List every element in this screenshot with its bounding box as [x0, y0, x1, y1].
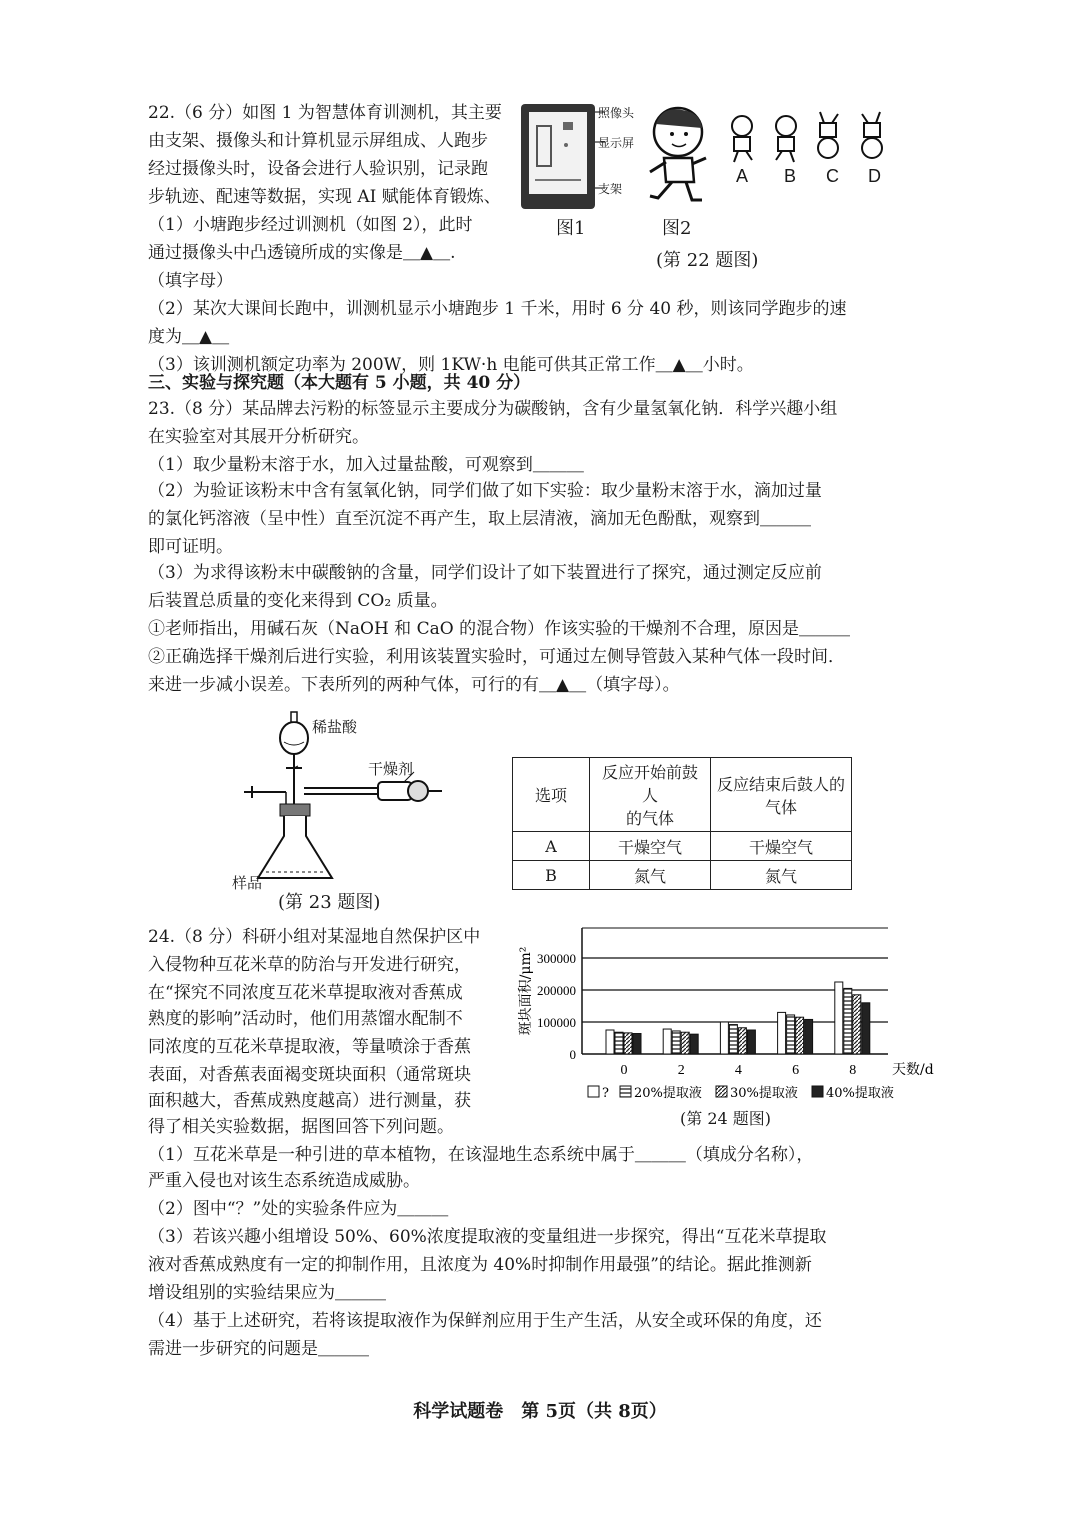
bar [738, 1028, 746, 1054]
q24-line-9: （1）互花米草是一种引进的草本植物，在该湿地生态系统中属于＿＿＿（填成分名称）， [148, 1145, 814, 1165]
header-before-line2: 的气体 [625, 809, 674, 828]
q22-line-6: 通过摄像头中凸透镜所成的实像是＿▲＿. [148, 243, 456, 263]
section3-heading: 三、实验与探究题（本大题有 5 小题，共 40 分） [148, 373, 531, 393]
legend-label: 40%提取液 [826, 1086, 894, 1101]
label-screen: 显示屏 [598, 136, 635, 150]
label-desiccant: 干燥剂 [368, 760, 414, 778]
cell: 干燥空气 [590, 832, 711, 861]
bar [663, 1029, 671, 1054]
q24-line-7: 面积越大，香蕉成熟度越高）进行测量，获 [148, 1091, 471, 1111]
bar [853, 995, 861, 1054]
bar [606, 1030, 614, 1054]
cell: 氮气 [590, 861, 711, 890]
cell: 氮气 [711, 861, 852, 890]
table-row [513, 832, 852, 861]
q22-line-5: （1）小塘跑步经过训测机（如图 2），此时 [148, 215, 473, 235]
fig22-caption: (第 22 题图) [656, 250, 759, 271]
label-camera: 照像头 [598, 106, 635, 120]
bar [690, 1034, 698, 1054]
bar [624, 1033, 632, 1054]
q24-line-3: 在“探究不同浓度互花米草提取液对香蕉成 [148, 983, 463, 1003]
image-a [732, 116, 752, 162]
y-axis-label: 斑块面积/μm² [518, 946, 534, 1036]
bar [796, 1017, 804, 1054]
x-tick-label: 2 [677, 1063, 685, 1078]
x-tick-label: 0 [620, 1063, 628, 1078]
bar [729, 1025, 737, 1054]
y-tick-label: 200000 [537, 983, 576, 998]
bar [844, 988, 852, 1054]
q23-line-6: 即可证明。 [148, 537, 233, 557]
bar [633, 1034, 641, 1054]
y-tick-label: 100000 [537, 1015, 576, 1030]
page-footer: 科学试题卷 第 5页（共 8页） [413, 1401, 667, 1422]
q22-sub2-line-2: 度为＿▲＿ [148, 327, 230, 347]
label-acid: 稀盐酸 [312, 718, 358, 736]
q23-line-8: 后装置总质量的变化来得到 CO₂ 质量。 [148, 591, 448, 611]
q24-line-16: 需进一步研究的问题是＿＿＿ [148, 1339, 369, 1359]
bar-chart [510, 920, 940, 1130]
cell: A [513, 832, 590, 861]
q24-line-12: （3）若该兴趣小组增设 50%、60%浓度提取液的变量组进一步探究，得出“互花米草提取 [148, 1227, 827, 1247]
fig2-label: 图2 [662, 218, 692, 239]
option-images [722, 108, 902, 168]
y-tick-label: 300000 [537, 951, 576, 966]
bar [681, 1032, 689, 1054]
q24-line-11: （2）图中“？”处的实验条件应为＿＿＿ [148, 1199, 449, 1219]
label-sample: 样品 [232, 874, 263, 892]
q22-line-7: （填字母） [148, 271, 233, 291]
image-d [862, 112, 882, 158]
q24-line-13: 液对香蕉成熟度有一定的抑制作用，且浓度为 40%时抑制作用最强”的结论。据此推测新 [148, 1255, 812, 1275]
bar [747, 1030, 755, 1054]
header-option: 选项 [513, 758, 590, 832]
header-after-line1: 反应结束后鼓人的 [717, 774, 846, 794]
header-after-line2: 气体 [764, 797, 797, 817]
q24-line-1: 24.（8 分）科研小组对某湿地自然保护区中 [148, 927, 481, 947]
cell: 干燥空气 [711, 832, 852, 861]
x-tick-label: 6 [792, 1063, 800, 1078]
q23-line-7: （3）为求得该粉末中碳酸钠的含量，同学们设计了如下装置进行了探究，通过测定反应前 [148, 563, 822, 583]
option-b: B [784, 166, 797, 186]
label-stand: 支架 [598, 182, 623, 196]
bar [862, 1003, 870, 1054]
bar [787, 1015, 795, 1054]
q23-line-9: ①老师指出，用碱石灰（NaOH 和 CaO 的混合物）作该实验的干燥剂不合理，原因是＿＿＿ [148, 619, 851, 639]
image-c [818, 112, 838, 158]
q23-line-5: 的氯化钙溶液（呈中性）直至沉淀不再产生，取上层清液，滴加无色酚酞，观察到＿＿＿ [148, 509, 811, 529]
gas-options-table [512, 757, 852, 890]
header-before-line1: 反应开始前鼓人 [601, 763, 698, 805]
fig1-label: 图1 [556, 218, 586, 239]
q24-line-10: 严重入侵也对该生态系统造成威胁。 [148, 1171, 420, 1191]
q22-sub2-line-1: （2）某次大课间长跑中，训测机显示小塘跑步 1 千米，用时 6 分 40 秒，则该同学跑步的速 [148, 299, 847, 319]
legend-swatch [588, 1086, 599, 1097]
q23-line-4: （2）为验证该粉末中含有氢氧化钠，同学们做了如下实验：取少量粉末溶于水，滴加过量 [148, 481, 822, 501]
legend-label: 30%提取液 [730, 1086, 798, 1101]
option-d: D [868, 166, 881, 186]
legend-label: ? [602, 1086, 609, 1101]
option-a: A [736, 166, 749, 186]
q23-line-11: 来进一步减小误差。下表所列的两种气体，可行的有＿▲＿（填字母）。 [148, 675, 680, 695]
q24-line-15: （4）基于上述研究，若将该提取液作为保鲜剂应用于生产生活，从安全或环保的角度，还 [148, 1311, 822, 1331]
legend-swatch [812, 1086, 823, 1097]
fig24-caption: (第 24 题图) [680, 1109, 772, 1128]
bar [805, 1019, 813, 1054]
q24-line-2: 入侵物种互花米草的防治与开发进行研究， [148, 955, 471, 975]
option-c: C [826, 166, 839, 186]
q23-line-3: （1）取少量粉末溶于水，加入过量盐酸，可观察到＿＿＿ [148, 455, 584, 475]
table-row [513, 861, 852, 890]
figure-running-child [642, 102, 717, 212]
q22-line-1: 22.（6 分）如图 1 为智慧体育训测机，其主要 [148, 103, 502, 123]
q24-line-14: 增设组别的实验结果应为＿＿＿ [148, 1283, 386, 1303]
q24-line-8: 得了相关实验数据，据图回答下列问题。 [148, 1117, 454, 1137]
bar [672, 1031, 680, 1054]
image-b [776, 116, 796, 162]
legend-swatch [716, 1086, 727, 1097]
q24-line-6: 表面，对香蕉表面褐变斑块面积（通常斑块 [148, 1065, 471, 1085]
q24-line-4: 熟度的影响”活动时，他们用蒸馏水配制不 [148, 1009, 463, 1029]
x-tick-label: 8 [849, 1063, 857, 1078]
legend-label: 20%提取液 [634, 1086, 702, 1101]
table-header-row [513, 758, 852, 832]
q22-line-2: 由支架、摄像头和计算机显示屏组成、人跑步 [148, 131, 488, 151]
cell: B [513, 861, 590, 890]
header-after [711, 758, 852, 832]
q22-sub3: （3）该训测机额定功率为 200W，则 1KW·h 电能可供其正常工作＿▲＿小时。 [148, 355, 754, 375]
fig23-caption: (第 23 题图) [278, 892, 381, 913]
q24-line-5: 同浓度的互花米草提取液，等量喷涂于香蕉 [148, 1037, 471, 1057]
q23-line-10: ②正确选择干燥剂后进行实验，利用该装置实验时，可通过左侧导管鼓入某种气体一段时间． [148, 647, 845, 667]
y-tick-label: 0 [569, 1047, 576, 1062]
q22-line-3: 经过摄像头时，设备会进行人验识别，记录跑 [148, 159, 488, 179]
q23-line-2: 在实验室对其展开分析研究。 [148, 427, 369, 447]
bar [835, 982, 843, 1054]
bar [615, 1032, 623, 1054]
bar [720, 1022, 728, 1054]
q23-line-1: 23.（8 分）某品牌去污粉的标签显示主要成分为碳酸钠，含有少量氢氧化钠．科学兴趣小组 [148, 399, 838, 419]
legend-swatch [620, 1086, 631, 1097]
q22-line-4: 步轨迹、配速等数据，实现 AI 赋能体育锻炼、 [148, 187, 501, 207]
x-axis-label: 天数/d [892, 1062, 934, 1078]
header-before [590, 758, 711, 832]
x-tick-label: 4 [734, 1063, 742, 1078]
bar [778, 1012, 786, 1054]
